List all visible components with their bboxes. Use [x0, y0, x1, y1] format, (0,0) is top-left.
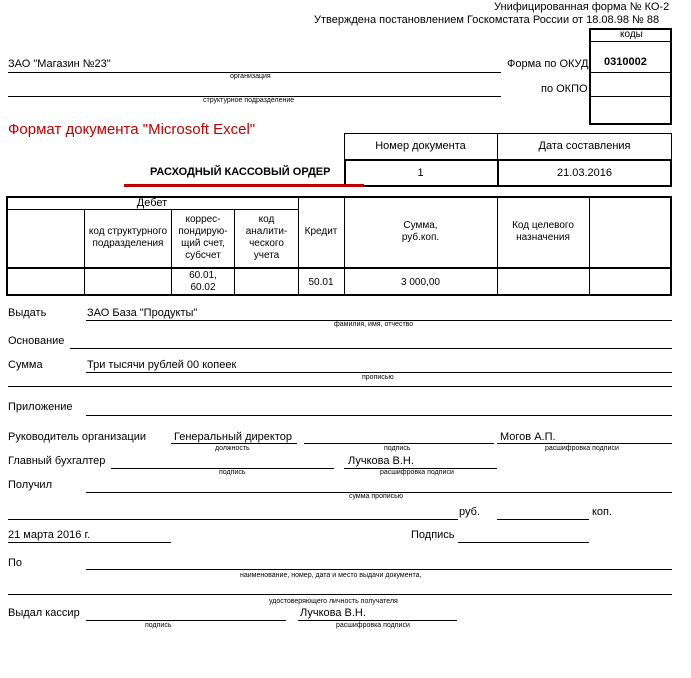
issue-label: Выдать: [8, 307, 47, 319]
okpo-label: по ОКПО: [541, 83, 588, 95]
head-position-caption: должность: [215, 445, 250, 452]
col-credit-header: Кредит: [304, 226, 338, 237]
kop-label: коп.: [592, 506, 613, 518]
row-blank: [6, 269, 84, 296]
form-number-line: Унифицированная форма № КО-2: [494, 1, 670, 13]
rub-label: руб.: [459, 506, 480, 518]
received-label: Получил: [8, 479, 52, 491]
attachment-label: Приложение: [8, 401, 73, 413]
okud-value: 0310002: [604, 56, 647, 68]
sum-caption: прописью: [362, 374, 394, 381]
doc-date-value: 21.03.2016: [556, 167, 613, 179]
head-name: Могов А.П.: [500, 431, 556, 443]
basis-label: Основание: [8, 335, 65, 347]
head-position: Генеральный директор: [174, 431, 292, 443]
okud-label: Форма по ОКУД: [507, 58, 589, 70]
issue-value: ЗАО База "Продукты": [87, 307, 198, 319]
sign-label: Подпись: [411, 529, 455, 541]
sum-value: Три тысячи рублей 00 копеек: [87, 359, 237, 371]
received-caption: сумма прописью: [349, 493, 404, 500]
organization-caption: организация: [230, 73, 271, 80]
receipt-date: 21 марта 2016 г.: [8, 529, 91, 541]
cashier-sign-caption: подпись: [145, 622, 172, 629]
identity-caption: удостоверяющего личность получателя: [269, 598, 398, 605]
accountant-label: Главный бухгалтер: [8, 455, 106, 467]
approval-line: Утверждена постановлением Госкомстата России от 18.08.98 № 88: [314, 14, 660, 26]
row-corr: 60.01, 60.02: [189, 270, 217, 293]
title-red-underline: [124, 184, 364, 187]
row-sum: 3 000,00: [401, 276, 440, 288]
organization-name: ЗАО "Магазин №23": [8, 58, 111, 70]
head-name-caption: расшифровка подписи: [545, 445, 619, 452]
col-analytic-header: код аналити-ческого учета: [245, 214, 288, 261]
row-struct: [85, 269, 171, 296]
col-purpose-header: Код целевого назначения: [512, 220, 574, 243]
accountant-name-caption: расшифровка подписи: [380, 469, 454, 476]
head-label: Руководитель организации: [8, 431, 147, 443]
accountant-name: Лучкова В.Н.: [348, 455, 414, 467]
doc-number-header: Номер документа: [375, 140, 466, 152]
row-extra: [589, 269, 672, 296]
codes-title: коды: [620, 29, 643, 40]
sum-label: Сумма: [8, 359, 43, 371]
row-purpose: [497, 269, 589, 296]
debit-header: Дебет: [136, 197, 168, 209]
doc-date-header: Дата составления: [538, 140, 631, 152]
row-credit: 50.01: [308, 276, 334, 288]
doc-number-value: 1: [417, 167, 424, 179]
col-sum-header: Сумма, руб.коп.: [401, 220, 440, 243]
issue-caption: фамилия, имя, отчество: [334, 321, 414, 328]
codes-box: [589, 28, 672, 125]
by-label: По: [8, 557, 23, 569]
head-sign-caption: подпись: [384, 445, 411, 452]
by-caption: наименование, номер, дата и место выдачи документа,: [240, 572, 422, 579]
col-struct-header: код структурного подразделения: [88, 226, 168, 249]
format-note: Формат документа "Microsoft Excel": [8, 121, 256, 138]
row-analytic: [235, 269, 298, 296]
cashier-name-caption: расшифровка подписи: [336, 622, 410, 629]
subdivision-caption: структурное подразделение: [203, 97, 295, 104]
col-corr-header: коррес-пондирую-щий счет, субсчет: [178, 214, 228, 261]
document-title: РАСХОДНЫЙ КАССОВЫЙ ОРДЕР: [150, 166, 331, 178]
cashier-label: Выдал кассир: [8, 607, 80, 619]
cashier-name: Лучкова В.Н.: [300, 607, 366, 619]
accountant-sign-caption: подпись: [219, 469, 246, 476]
